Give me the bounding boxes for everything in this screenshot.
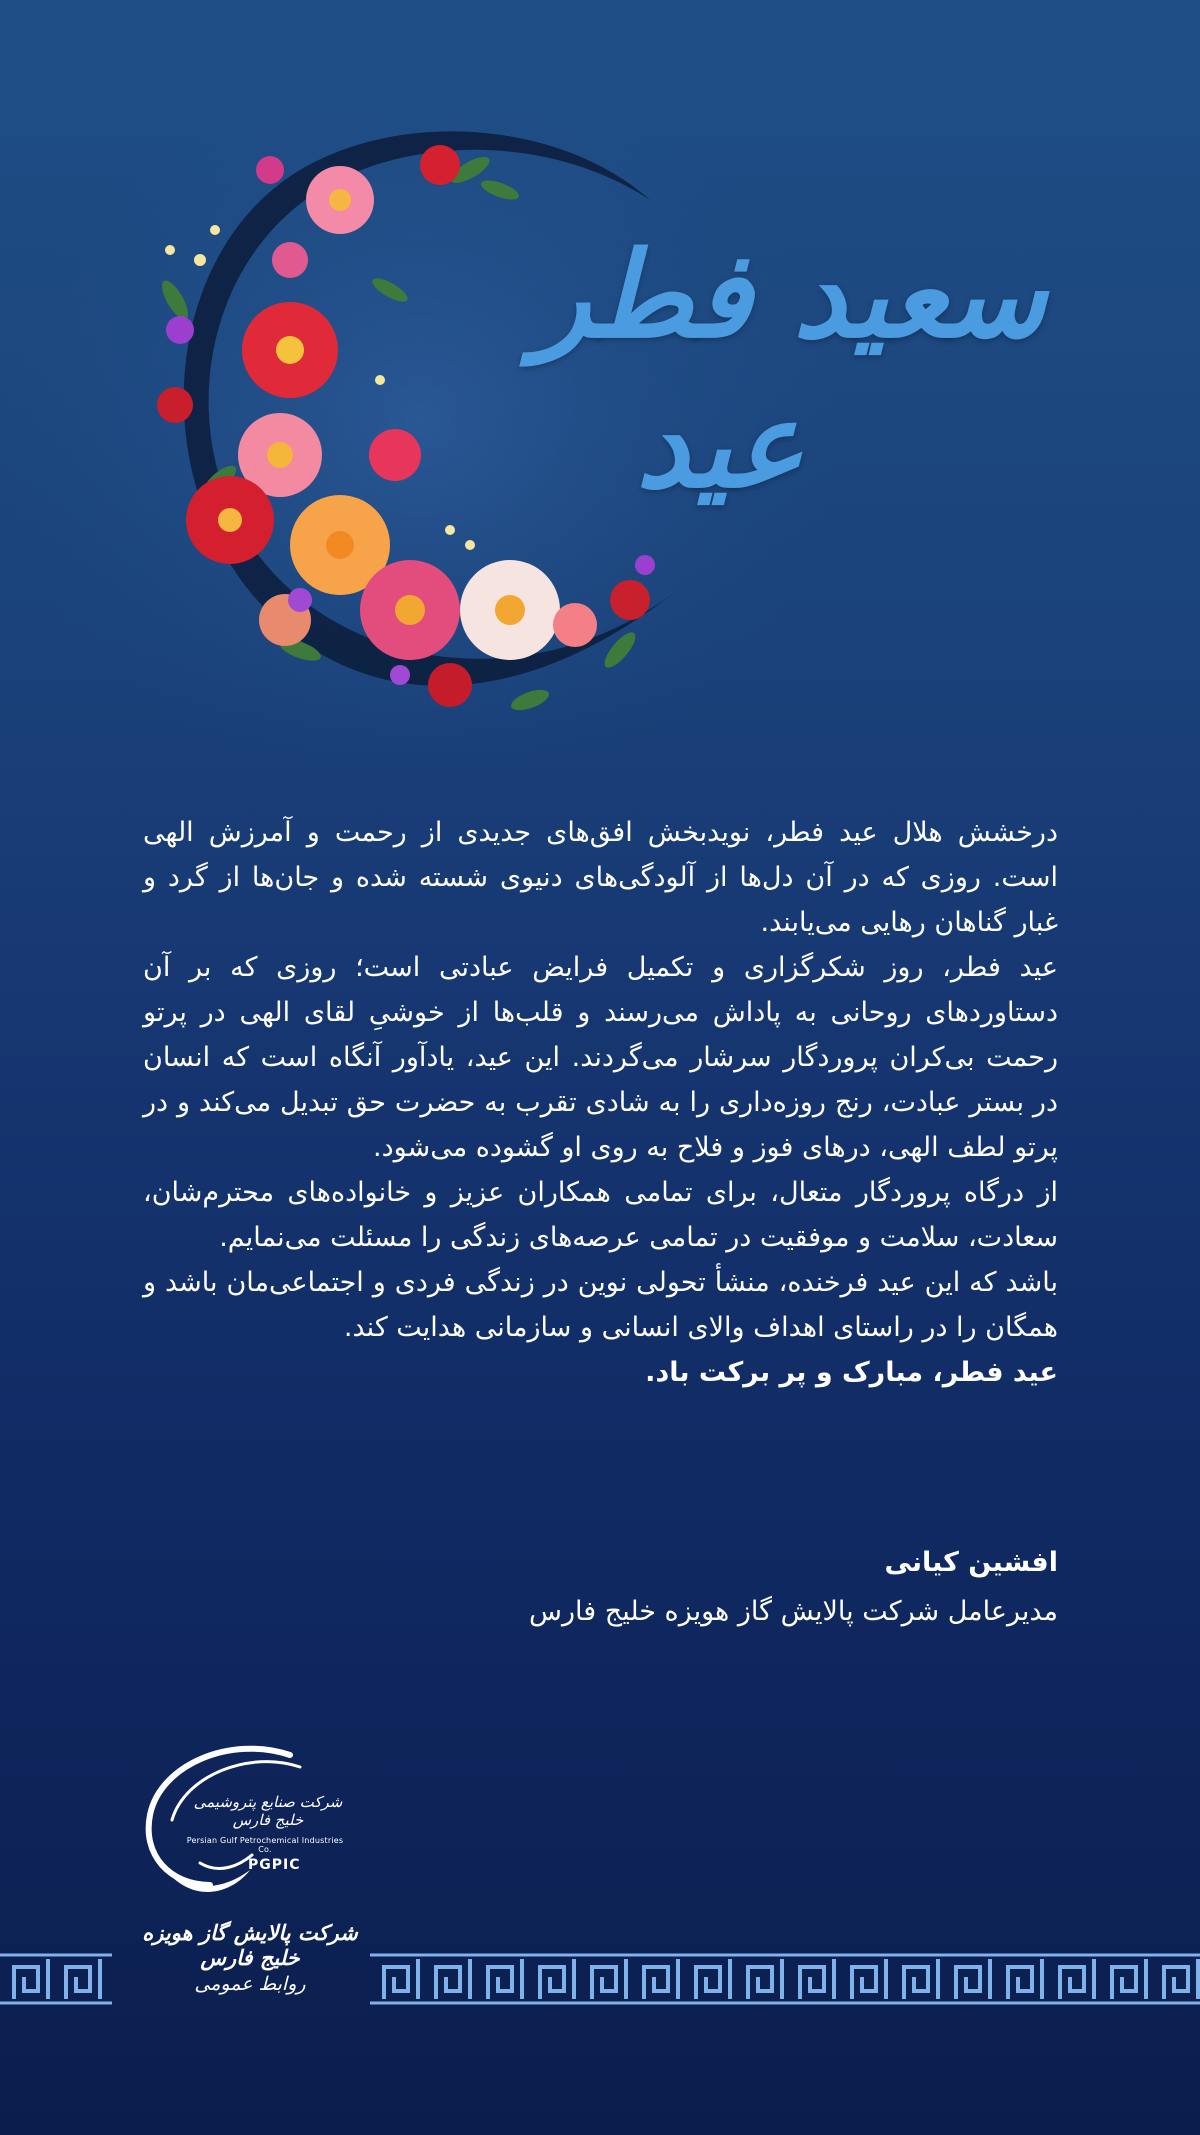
message-body [143, 810, 1058, 1395]
eid-greeting-title [450, 220, 1050, 550]
signer-name: افشین کیانی [884, 1547, 1058, 1578]
greeting-line-1: سعید فطر [533, 225, 1047, 364]
message-paragraph-4: باشد که این عید فرخنده، منشأ تحولی نوین در زندگی فردی و اجتماعی‌مان باشد و همگان را در راستای اهداف والای انسانی و سازمانی هدایت کند. [143, 1267, 1058, 1343]
greeting-line-2: عید [636, 375, 804, 514]
decorative-pattern-right [370, 1953, 1200, 2005]
logo-abbreviation: PGPIC [248, 1857, 301, 1873]
hero-section [0, 0, 1200, 770]
logo-department: روابط عمومی [194, 1973, 306, 1995]
logo-subsidiary-name: شرکت پالایش گاز هویزه خلیج فارس [142, 1920, 358, 1970]
signer-title: مدیرعامل شرکت پالایش گاز هویزه خلیج فارس [529, 1596, 1058, 1627]
logo-company-name-en: Persian Gulf Petrochemical Industries Co. [186, 1836, 344, 1854]
decorative-pattern-left [0, 1953, 112, 2005]
signature-block [143, 1540, 1058, 1634]
company-logo [140, 1735, 360, 2025]
message-paragraph-3: از درگاه پروردگار متعال، برای تمامی همکاران عزیز و خانواده‌های محترم‌شان، سعادت، سلامت و موفقیت در تمامی عرصه‌های زندگی را مسئلت می‌نمایم. [143, 1177, 1058, 1253]
logo-company-name-fa: شرکت صنایع پتروشیمی خلیج فارس [193, 1793, 343, 1829]
message-closing: عید فطر، مبارک و پر برکت باد. [645, 1357, 1058, 1388]
message-paragraph-1: درخشش هلال عید فطر، نویدبخش افق‌های جدیدی از رحمت و آمرزش الهی است. روزی که در آن دل‌ها از آلودگی‌های دنیوی شسته شده و جان‌ها از گرد و غبار گناهان رهایی می‌یابند. [143, 817, 1058, 938]
message-paragraph-2: عید فطر، روز شکرگزاری و تکمیل فرایض عبادتی است؛ روزی که بر آن دستاوردهای روحانی به پاداش می‌رسند و قلب‌ها از خوشیِ لقای الهی در پرتو رحمت بی‌کران پروردگار سرشار می‌گردند. این عید، یادآور آنگاه است که انسان در بستر عبادت، رنج روزه‌داری را به شادی تقرب به حضرت حق تبدیل می‌کند و در پرتو لطف الهی، درهای فوز و فلاح به روی او گشوده می‌شود. [143, 952, 1058, 1163]
